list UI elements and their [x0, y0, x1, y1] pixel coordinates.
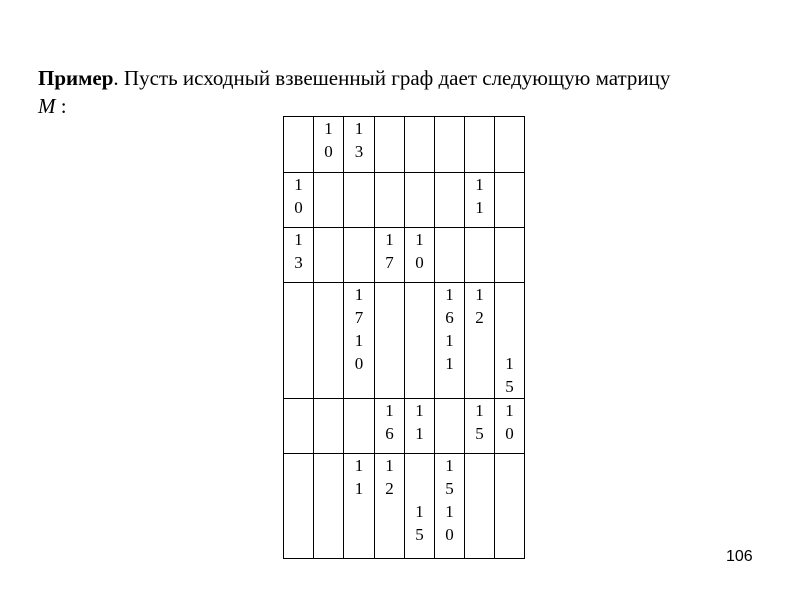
cell-digit: 1 [445, 502, 454, 521]
weight-matrix-table [283, 116, 525, 559]
cell-digit: 6 [385, 424, 394, 443]
matrix-cell [495, 454, 525, 559]
matrix-cell [495, 399, 525, 454]
cell-digit: 5 [415, 525, 424, 544]
matrix-cell [375, 454, 405, 559]
colon: : [55, 94, 67, 118]
cell-digit: 1 [294, 230, 303, 249]
cell-digit: 1 [354, 285, 364, 304]
matrix-cell [465, 228, 495, 283]
matrix-cell [405, 173, 435, 228]
cell-digit [405, 454, 434, 477]
cell-digit: 0 [505, 424, 514, 443]
cell-digit: 1 [385, 456, 394, 475]
matrix-cell [495, 228, 525, 283]
cell-digit: 1 [294, 175, 303, 194]
cell-digit: 1 [354, 479, 364, 498]
matrix-cell [314, 173, 344, 228]
cell-digit: 2 [475, 308, 484, 327]
cell-digit [495, 283, 524, 306]
cell-digit: 1 [505, 354, 514, 373]
matrix-cell [435, 173, 465, 228]
cell-digit [495, 306, 524, 329]
matrix-cell [344, 454, 375, 559]
cell-digit: 1 [445, 331, 454, 350]
intro-sentence: . Пусть исходный взвешенный граф дает следующую матрицу [113, 66, 671, 90]
matrix-cell [405, 454, 435, 559]
cell-digit: 6 [445, 308, 454, 327]
matrix-cell [284, 399, 314, 454]
cell-digit: 5 [505, 377, 514, 396]
matrix-cell [435, 117, 465, 173]
cell-digit [405, 477, 434, 500]
cell-digit: 1 [415, 230, 424, 249]
cell-digit: 1 [415, 502, 424, 521]
matrix-cell [465, 117, 495, 173]
matrix-cell [405, 399, 435, 454]
matrix-row [284, 117, 525, 173]
cell-digit: 1 [445, 354, 454, 373]
matrix-cell [465, 399, 495, 454]
matrix-cell [344, 283, 375, 399]
matrix-cell [375, 228, 405, 283]
matrix-row [284, 399, 525, 454]
cell-digit: 3 [354, 142, 364, 161]
matrix-row [284, 283, 525, 399]
matrix-cell [314, 283, 344, 399]
cell-digit: 0 [324, 142, 333, 161]
matrix-cell [435, 228, 465, 283]
cell-digit: 7 [385, 253, 394, 272]
cell-digit: 1 [324, 119, 333, 138]
matrix-cell [314, 228, 344, 283]
matrix-cell [405, 117, 435, 173]
cell-digit: 0 [445, 525, 454, 544]
matrix-cell [375, 117, 405, 173]
matrix-cell [314, 117, 344, 173]
matrix-cell [344, 173, 375, 228]
matrix-cell [405, 283, 435, 399]
cell-digit: 5 [445, 479, 454, 498]
example-label: Пример [38, 66, 114, 90]
matrix-cell [284, 454, 314, 559]
cell-digit: 1 [354, 331, 364, 350]
matrix-row [284, 228, 525, 283]
matrix-cell [314, 454, 344, 559]
matrix-cell [435, 399, 465, 454]
matrix-cell [495, 173, 525, 228]
cell-digit: 1 [475, 175, 484, 194]
matrix-cell [465, 173, 495, 228]
matrix-cell [284, 283, 314, 399]
cell-digit: 3 [294, 253, 303, 272]
matrix-name: M [38, 94, 56, 118]
cell-digit: 1 [475, 198, 484, 217]
matrix-row [284, 173, 525, 228]
page-number: 106 [726, 548, 753, 565]
matrix-cell [284, 117, 314, 173]
cell-digit: 2 [385, 479, 394, 498]
cell-digit: 1 [354, 456, 364, 475]
matrix-cell [344, 228, 375, 283]
cell-digit: 0 [415, 253, 424, 272]
matrix-cell [375, 173, 405, 228]
matrix-cell [284, 228, 314, 283]
matrix-cell [284, 173, 314, 228]
cell-digit: 1 [385, 401, 394, 420]
cell-digit: 1 [445, 285, 454, 304]
cell-digit: 5 [475, 424, 484, 443]
matrix-cell [344, 399, 375, 454]
matrix-cell [495, 283, 525, 399]
cell-digit: 1 [505, 401, 514, 420]
cell-digit [495, 329, 524, 352]
matrix-cell [435, 454, 465, 559]
cell-digit: 1 [445, 456, 454, 475]
cell-digit: 1 [475, 401, 484, 420]
matrix-row [284, 454, 525, 559]
matrix-cell [405, 228, 435, 283]
matrix-cell [375, 283, 405, 399]
cell-digit: 1 [415, 401, 424, 420]
cell-digit: 7 [354, 308, 364, 327]
cell-digit: 0 [354, 354, 364, 373]
matrix-cell [344, 117, 375, 173]
cell-digit: 1 [354, 119, 364, 138]
matrix-cell [375, 399, 405, 454]
matrix-cell [314, 399, 344, 454]
intro-text [38, 64, 778, 120]
matrix-cell [495, 117, 525, 173]
cell-digit: 1 [385, 230, 394, 249]
matrix-cell [465, 283, 495, 399]
cell-digit: 0 [294, 198, 303, 217]
cell-digit: 1 [415, 424, 424, 443]
matrix-cell [465, 454, 495, 559]
cell-digit: 1 [475, 285, 484, 304]
matrix-cell [435, 283, 465, 399]
